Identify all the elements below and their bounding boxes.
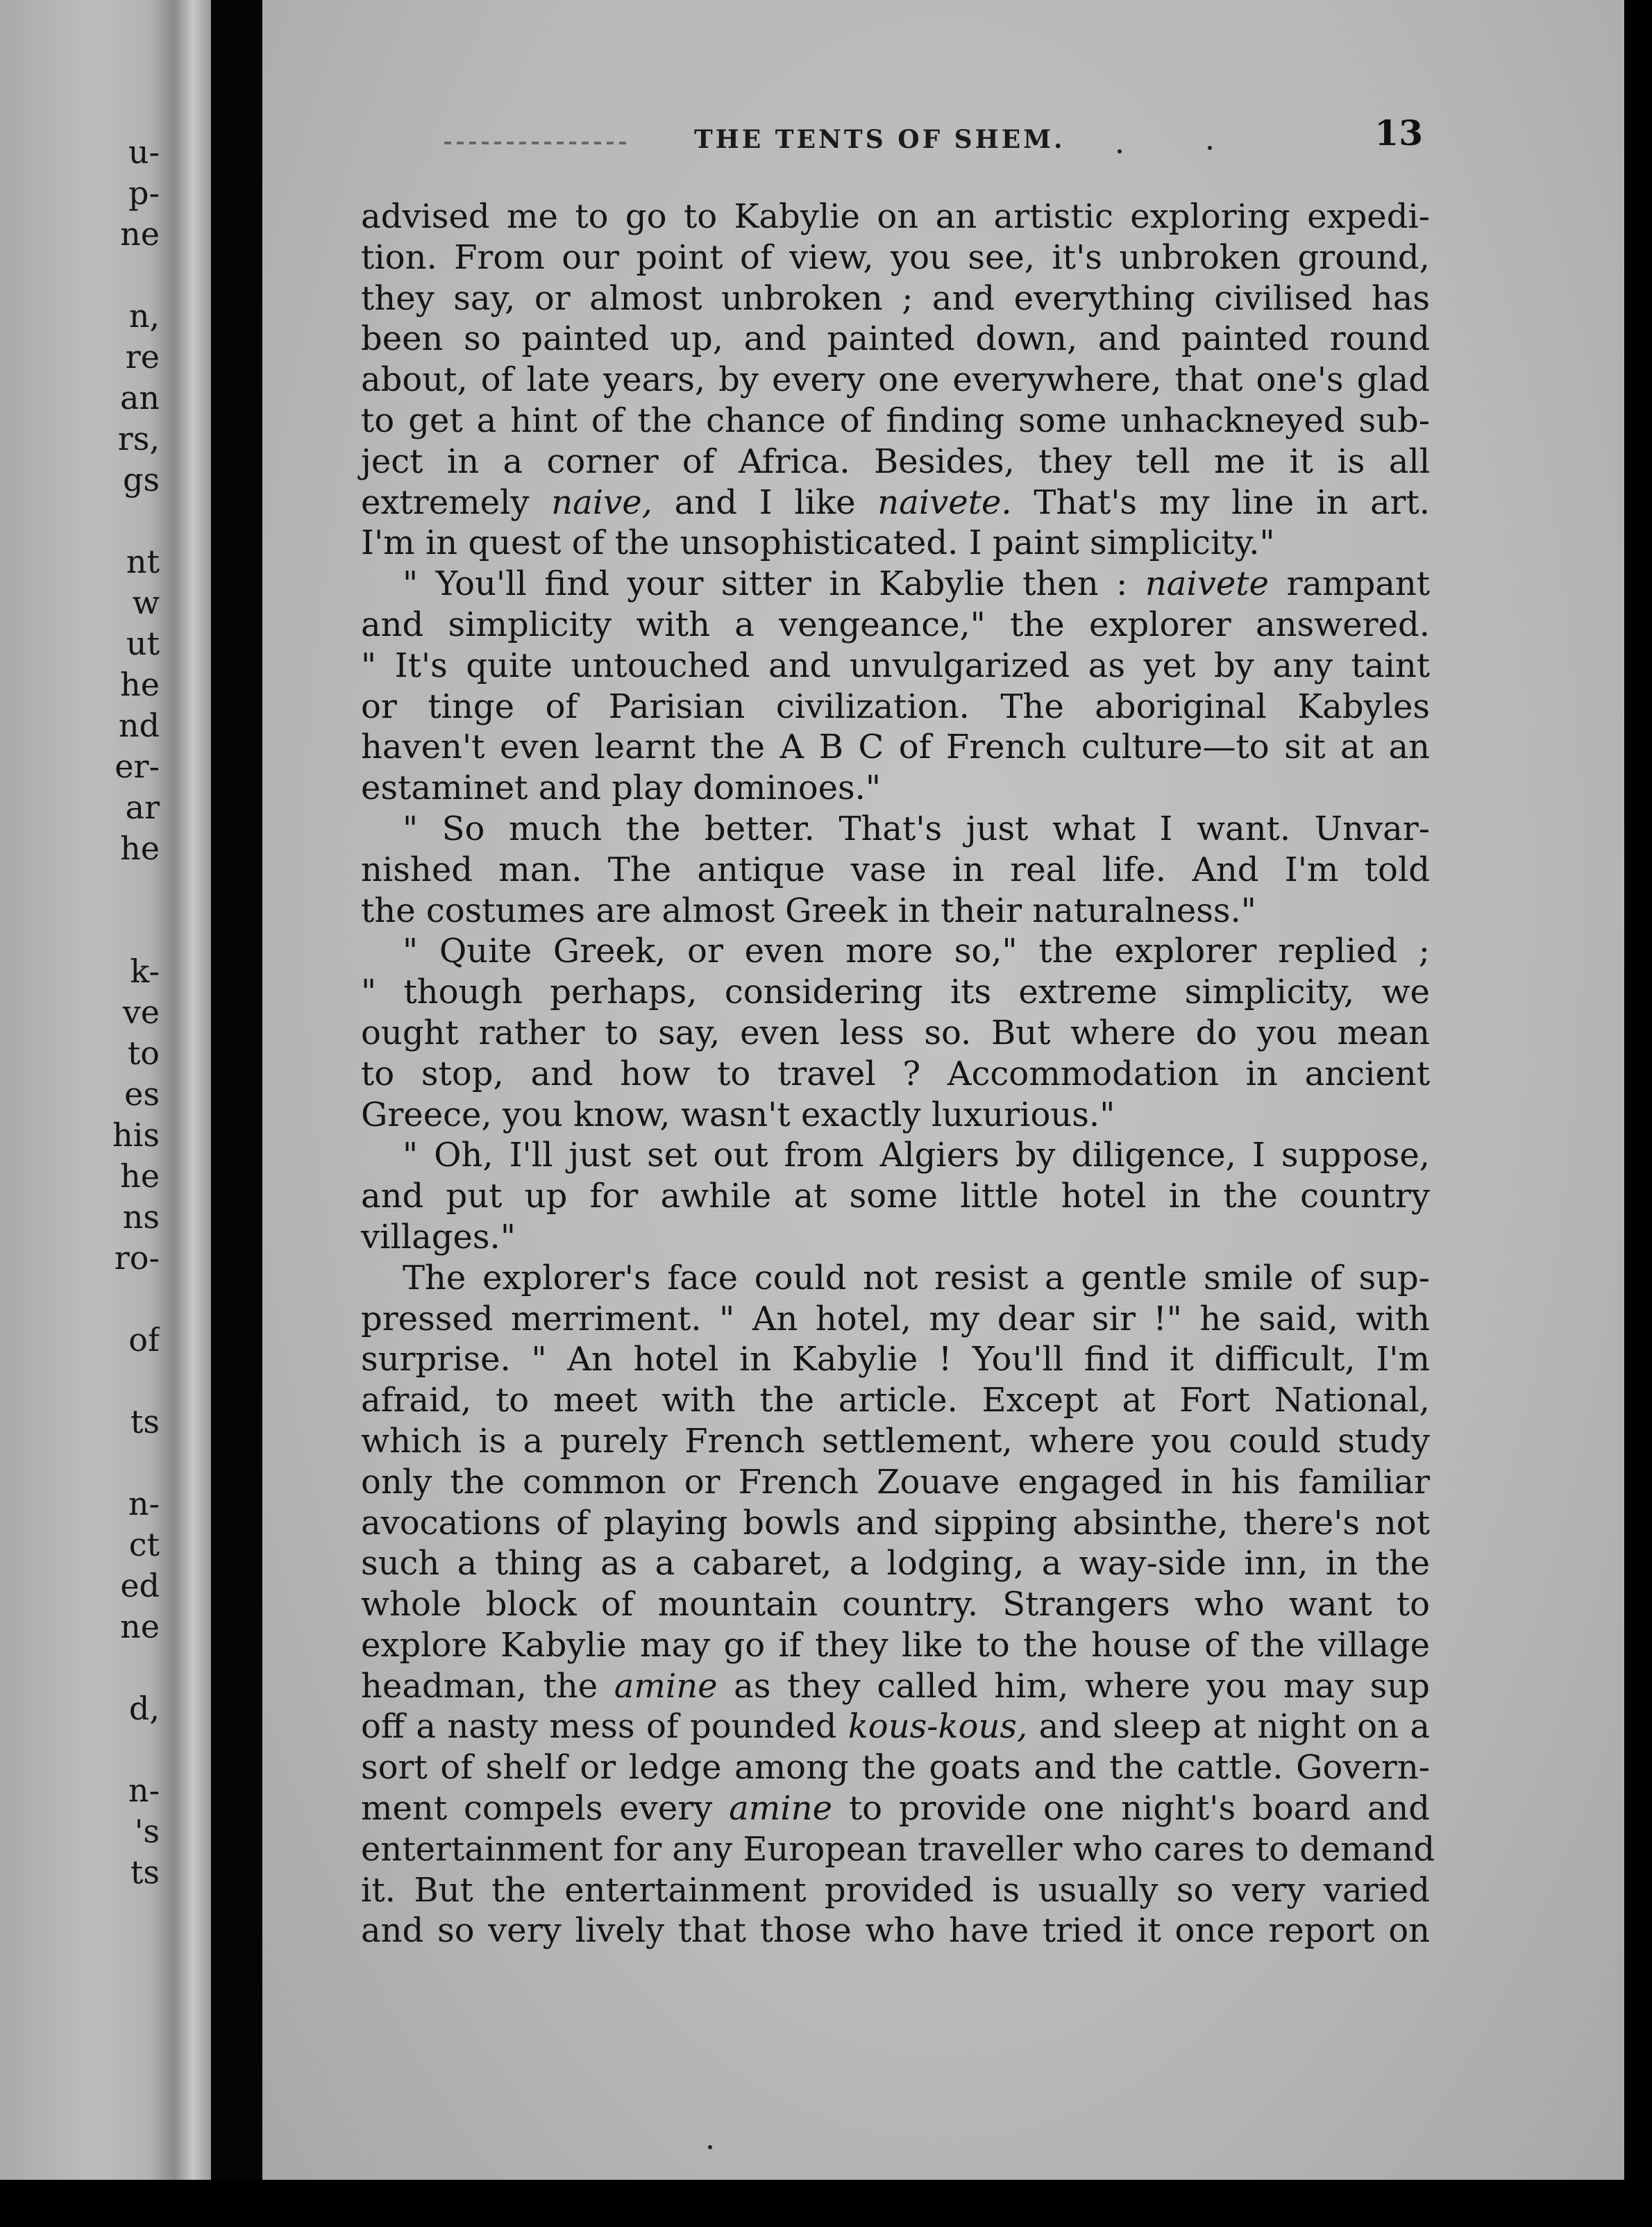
text-line: surprise. " An hotel in Kabylie ! You'll find it difficult, I'm — [361, 1340, 1430, 1379]
left-page-fragment: rs, — [117, 420, 160, 457]
left-page-fragment: he — [120, 830, 160, 867]
left-page-fragment: n, — [128, 297, 160, 335]
text-line: ject in a corner of Africa. Besides, they tell me it is all — [361, 442, 1431, 481]
text-line: " You'll find your sitter in Kabylie then : naivete rampant — [403, 564, 1431, 604]
text-line: " though perhaps, considering its extreme simplicity, we — [361, 973, 1430, 1012]
left-page-fragment — [0, 1647, 160, 1688]
text-line: nished man. The antique vase in real life. And I'm told — [361, 850, 1430, 889]
text-line: such a thing as a cabaret, a lodging, a way-side inn, in the — [361, 1544, 1431, 1583]
text-line: afraid, to meet with the article. Except at Fort National, — [361, 1381, 1430, 1420]
text-line: and simplicity with a vengeance," the explorer answered. — [361, 605, 1430, 644]
left-page-fragment: ct — [128, 1526, 160, 1563]
left-page-fragment: he — [120, 1157, 160, 1195]
page-edge-shadow — [1624, 0, 1652, 2227]
text-line: tion. From our point of view, you see, it's unbroken ground, — [361, 237, 1430, 277]
text-line: they say, or almost unbroken ; and everything civilised has — [361, 278, 1430, 318]
left-page-fragment: ns — [122, 1198, 160, 1236]
text-line: to stop, and how to travel ? Accommodation in ancient — [361, 1054, 1430, 1093]
text-line: haven't even learnt the A B C of French culture—to sit at an — [361, 728, 1430, 767]
left-page-fragment: to — [127, 1034, 160, 1072]
left-page-fragment: n- — [128, 1772, 160, 1809]
left-page-fragment: ed — [120, 1567, 160, 1604]
left-page-fragment: his — [112, 1116, 160, 1154]
left-page-fragment: ut — [126, 625, 160, 662]
left-page-fragment: ro- — [114, 1239, 160, 1277]
text-line: The explorer's face could not resist a gentle smile of sup- — [403, 1258, 1430, 1297]
left-page-fragments — [0, 132, 167, 1893]
left-page-fragment — [0, 255, 160, 296]
text-line: avocations of playing bowls and sipping absinthe, there's not — [361, 1503, 1430, 1543]
text-line: about, of late years, by every one everywhere, that one's glad — [361, 360, 1430, 400]
left-page-sliver — [0, 0, 175, 2227]
left-page-fragment: k- — [130, 952, 160, 990]
left-page-fragment: d, — [128, 1690, 160, 1727]
ink-speck — [1118, 149, 1122, 153]
left-page-fragment: w — [132, 584, 160, 621]
text-line: the costumes are almost Greek in their naturalness." — [361, 891, 1256, 930]
text-line: and so very lively that those who have tried it once report on — [361, 1911, 1431, 1951]
text-line: it. But the entertainment provided is usually so very varied — [361, 1870, 1431, 1910]
text-line: " Oh, I'll just set out from Algiers by diligence, I suppose, — [403, 1136, 1431, 1175]
left-page-fragment: ve — [122, 993, 160, 1031]
left-page-fragment — [0, 910, 160, 951]
book-spine — [211, 0, 262, 2227]
left-page-fragment — [0, 869, 160, 910]
left-page-fragment: 's — [134, 1813, 160, 1850]
text-line: entertainment for any European traveller who cares to demand — [361, 1829, 1435, 1869]
body-text — [361, 196, 1435, 1951]
text-line: Greece, you know, wasn't exactly luxurious." — [361, 1095, 1115, 1134]
left-page-fragment: ts — [130, 1854, 160, 1891]
text-line: ought rather to say, even less so. But where do you mean — [361, 1013, 1430, 1052]
ink-speck — [1208, 146, 1212, 150]
text-line: and put up for awhile at some little hotel in the country — [361, 1177, 1431, 1216]
left-page-fragment: p- — [128, 174, 160, 212]
page-number: 13 — [1374, 112, 1423, 153]
text-line: whole block of mountain country. Strangers who want to — [361, 1585, 1431, 1624]
text-line: ment compels every amine to provide one night's board and — [361, 1789, 1431, 1829]
left-page-fragment: ts — [130, 1403, 160, 1440]
left-page-fragment: gs — [122, 461, 160, 498]
text-line: I'm in quest of the unsophisticated. I paint simplicity." — [361, 523, 1275, 563]
running-title: THE TENTS OF SHEM. — [694, 125, 1065, 154]
header-smudge — [444, 142, 632, 144]
ink-speck — [708, 2145, 712, 2149]
gutter-shadow — [175, 0, 211, 2227]
left-page-fragment: ne — [120, 1608, 160, 1645]
text-line: villages." — [361, 1217, 516, 1257]
left-page-fragment — [0, 1361, 160, 1402]
left-page-fragment: re — [125, 338, 160, 376]
text-line: explore Kabylie may go if they like to the house of the village — [361, 1625, 1431, 1665]
text-line: pressed merriment. " An hotel, my dear sir !" he said, with — [361, 1299, 1431, 1338]
left-page-fragment — [0, 1279, 160, 1320]
left-page-fragment: he — [120, 666, 160, 703]
left-page-fragment: nd — [118, 707, 160, 744]
left-page-fragment: er- — [115, 748, 160, 785]
text-line: to get a hint of the chance of finding some unhackneyed sub- — [361, 401, 1430, 440]
text-line: which is a purely French settlement, where you could study — [361, 1421, 1430, 1461]
text-line: headman, the amine as they called him, where you may sup — [361, 1666, 1430, 1706]
left-page-fragment: n- — [128, 1485, 160, 1522]
text-line: estaminet and play dominoes." — [361, 768, 881, 808]
left-page-fragment: of — [128, 1321, 160, 1359]
text-line: been so painted up, and painted down, and painted round — [361, 319, 1430, 359]
page-bottom-shadow — [0, 2180, 1652, 2227]
left-page-fragment: nt — [126, 543, 160, 580]
page-header — [361, 112, 1423, 167]
left-page-fragment: es — [124, 1075, 160, 1113]
text-line: " Quite Greek, or even more so," the explorer replied ; — [403, 932, 1430, 971]
text-line: or tinge of Parisian civilization. The aboriginal Kabyles — [361, 687, 1430, 726]
text-line: extremely naive, and I like naivete. That's my line in art. — [361, 482, 1431, 522]
text-line: sort of shelf or ledge among the goats and the cattle. Govern- — [361, 1748, 1430, 1788]
text-line: " It's quite untouched and unvulgarized as yet by any taint — [361, 646, 1431, 685]
text-line: only the common or French Zouave engaged in his familiar — [361, 1462, 1430, 1502]
left-page-fragment — [0, 1443, 160, 1484]
text-line: " So much the better. That's just what I want. Unvar- — [403, 809, 1430, 848]
left-page-fragment — [0, 1729, 160, 1770]
text-line: off a nasty mess of pounded kous-kous, and sleep at night on a — [361, 1707, 1430, 1747]
left-page-fragment: u- — [128, 133, 160, 171]
text-line: advised me to go to Kabylie on an artistic exploring expedi- — [361, 197, 1430, 236]
left-page-fragment: ar — [125, 789, 160, 826]
left-page-fragment — [0, 501, 160, 541]
left-page-fragment: ne — [120, 215, 160, 253]
left-page-fragment: an — [119, 379, 160, 417]
